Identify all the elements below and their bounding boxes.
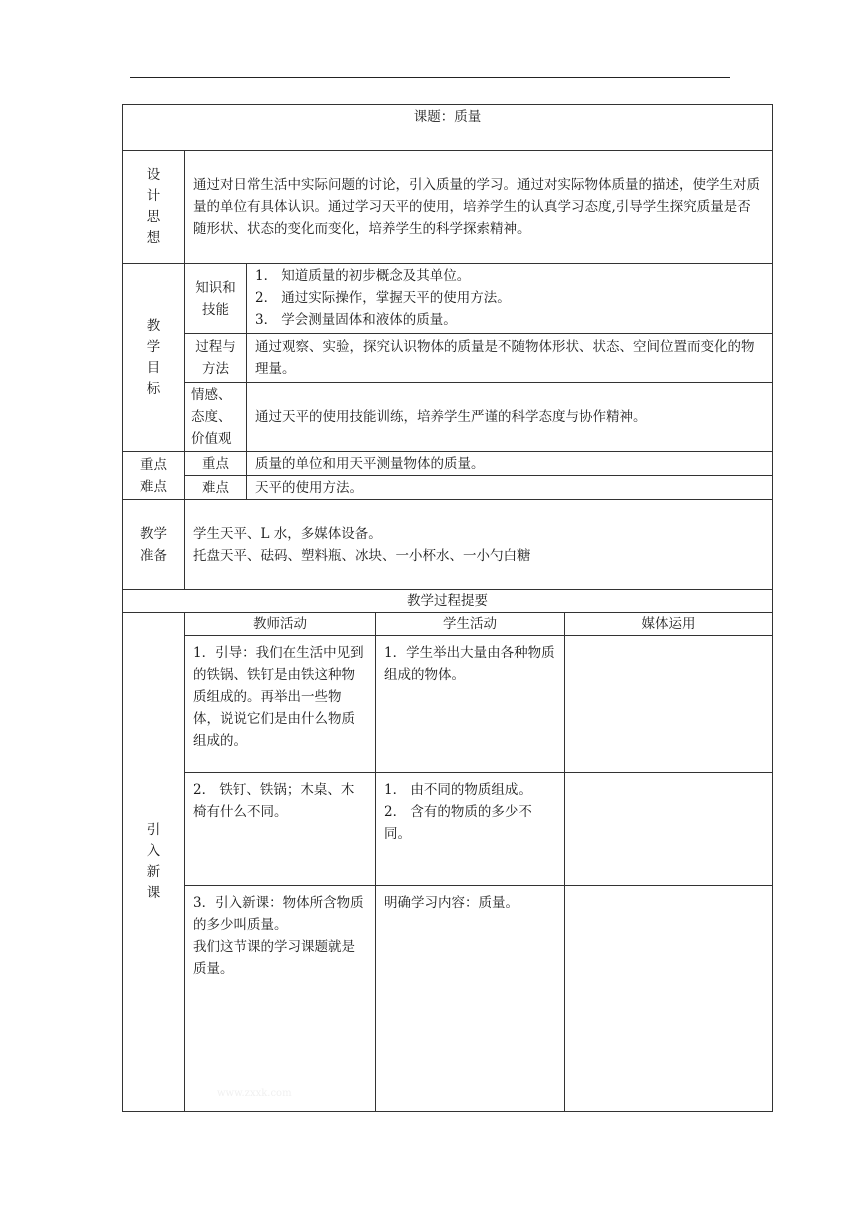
key-point-label: 重点	[185, 452, 247, 476]
student-activity-text: 1．学生举出大量由各种物质组成的物体。	[384, 645, 555, 683]
objectives-label-char: 学	[146, 338, 161, 355]
attitude-label-line: 价值观	[191, 431, 232, 447]
section-label-char: 引	[146, 822, 161, 838]
design-label-char: 想	[146, 230, 161, 246]
student-activity-text: 2． 含有的物质的多少不同。	[384, 804, 532, 842]
knowledge-label: 知识和技能	[195, 279, 236, 318]
section-label-char: 课	[146, 885, 161, 901]
process-method-label-cell	[185, 334, 247, 383]
attitude-label-cell	[185, 383, 247, 452]
header-rule	[130, 77, 730, 78]
preparation-label-line: 教学	[140, 525, 167, 542]
objectives-label	[123, 264, 185, 452]
preparation-line: 托盘天平、砝码、塑料瓶、冰块、一小杯水、一小勺白糖	[193, 547, 531, 564]
process-method-text-cell	[247, 334, 773, 383]
difficulty-text: 天平的使用方法。	[255, 479, 363, 496]
process-row	[123, 886, 773, 1112]
design-label	[123, 151, 185, 264]
preparation-label-line: 准备	[140, 547, 167, 564]
preparation-line: 学生天平、L 水，多媒体设备。	[193, 525, 382, 542]
media-text	[565, 773, 772, 785]
student-activity-text: 1． 由不同的物质组成。	[384, 782, 532, 798]
design-label-char: 思	[146, 209, 161, 225]
process-row	[123, 636, 773, 773]
column-header-teacher: 教师活动	[185, 613, 376, 636]
item-text: 学会测量固体和液体的质量。	[281, 312, 457, 328]
item-number: 3．	[255, 312, 278, 328]
item-number: 2．	[255, 290, 278, 306]
design-label-char: 计	[146, 188, 161, 204]
column-header-media: 媒体运用	[565, 613, 773, 636]
objectives-label-char: 目	[146, 359, 161, 376]
objectives-label-char: 教	[146, 317, 161, 334]
teacher-activity-text: 我们这节课的学习课题就是质量。	[193, 939, 355, 977]
knowledge-items-cell	[247, 264, 773, 334]
lesson-title: 课题：质量	[413, 109, 482, 125]
knowledge-item	[255, 287, 764, 309]
section-label	[123, 613, 185, 1112]
teacher-activity-cell	[185, 886, 376, 1112]
process-method-label: 过程与方法	[195, 339, 236, 377]
media-cell	[565, 636, 773, 773]
design-text-cell	[185, 151, 773, 264]
student-activity-cell	[376, 636, 565, 773]
process-method-text: 通过观察、实验，探究认识物体的质量是不随物体形状、状态、空间位置而变化的物理量。	[255, 339, 755, 377]
teacher-activity-text: 3．引入新课：物体所含物质的多少叫质量。	[193, 895, 364, 933]
process-row	[123, 773, 773, 886]
key-point-text-cell	[247, 452, 773, 476]
preparation-label	[123, 500, 185, 590]
section-label-char: 入	[146, 843, 161, 859]
item-number: 1．	[255, 268, 278, 284]
media-text	[565, 636, 772, 648]
column-header-student: 学生活动	[376, 613, 565, 636]
attitude-label-line: 情感、	[191, 387, 232, 403]
item-text: 通过实际操作，掌握天平的使用方法。	[281, 290, 511, 306]
knowledge-label-cell	[185, 264, 247, 334]
knowledge-item	[255, 309, 764, 331]
difficulty-text-cell	[247, 476, 773, 500]
key-point-text: 质量的单位和用天平测量物体的质量。	[255, 455, 485, 472]
watermark: www.zxxk.com	[217, 1088, 292, 1099]
attitude-label-line: 态度、	[191, 409, 232, 425]
teacher-activity-text: 2． 铁钉、铁锅；木桌、木椅有什么不同。	[193, 782, 355, 820]
objectives-label-char: 标	[146, 380, 161, 397]
media-cell	[565, 773, 773, 886]
lesson-plan-table	[122, 104, 773, 1112]
teacher-activity-cell	[185, 773, 376, 886]
teacher-activity-cell	[185, 636, 376, 773]
teacher-activity-text: 1．引导：我们在生活中见到的铁锅、铁钉是由铁这种物质组成的。再举出一些物体，说说它们是由什么物质组成的。	[193, 645, 364, 749]
difficulty-label: 难点	[185, 476, 247, 500]
design-text: 通过对日常生活中实际问题的讨论，引入质量的学习。通过对实际物体质量的描述，使学生对质量的单位有具体认识。通过学习天平的使用，培养学生的认真学习态度,引导学生探究质量是否随形状、状态的变化而变化，培养学生的科学探索精神。	[193, 177, 760, 237]
preparation-text-cell	[185, 500, 773, 590]
media-cell	[565, 886, 773, 1112]
lesson-title-cell	[123, 105, 773, 151]
student-activity-cell	[376, 773, 565, 886]
media-text	[565, 886, 772, 898]
keypoints-label-line: 难点	[140, 478, 167, 495]
section-label-char: 新	[146, 864, 161, 880]
attitude-text-cell	[247, 383, 773, 452]
design-label-char: 设	[146, 167, 161, 183]
lesson-plan-document	[122, 104, 772, 1112]
keypoints-label-line: 重点	[140, 456, 167, 473]
attitude-text: 通过天平的使用技能训练，培养学生严谨的科学态度与协作精神。	[255, 409, 647, 425]
item-text: 知道质量的初步概念及其单位。	[281, 268, 471, 284]
student-activity-cell	[376, 886, 565, 1112]
knowledge-item	[255, 265, 764, 287]
student-activity-text: 明确学习内容：质量。	[384, 895, 519, 911]
process-heading: 教学过程提要	[123, 590, 773, 613]
keypoints-label	[123, 452, 185, 500]
